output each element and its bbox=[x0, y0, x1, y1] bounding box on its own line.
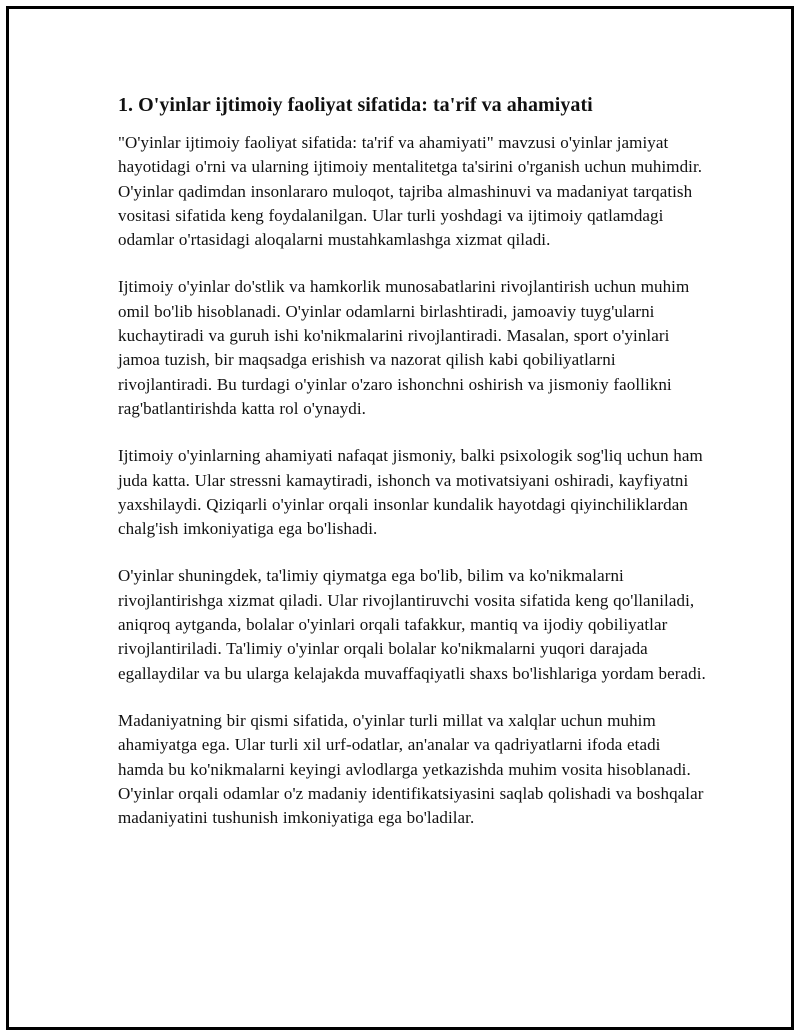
paragraph-social-games: Ijtimoiy o'yinlar do'stlik va hamkorlik munosabatlarini rivojlantirish uchun muhim omil bo'lib hisoblanadi. O'yinlar odamlarni birlashtiradi, jamoaviy tuyg'ularni kuchaytiradi va guruh ishi ko'nikmalarini rivojlantiradi. Masalan, sport o'yinlari jamoa tuzish, bir maqsadga erishish va nazorat qilish kabi qobiliyatlarni rivojlantiradi. Bu turdagi o'yinlar o'zaro ishonchni oshirish va jismoniy faollikni rag'batlantirishda katta rol o'ynaydi. bbox=[118, 277, 690, 418]
paragraph-cultural-value: Madaniyatning bir qismi sifatida, o'yinlar turli millat va xalqlar uchun muhim ahamiyatga ega. Ular turli xil urf-odatlar, an'analar va qadriyatlarni ifoda etadi hamda bu ko'nikmalarni keyingi avlodlarga yetkazishda muhim vosita hisoblanadi. O'yinlar orqali odamlar o'z madaniy identifikatsiyasini saqlab qolishadi va boshqalar madaniyatini tushunish imkoniyatiga ega bo'ladilar. bbox=[118, 710, 704, 828]
paragraph-educational-value: O'yinlar shuningdek, ta'limiy qiymatga ega bo'lib, bilim va ko'nikmalarni rivojlantirishga xizmat qiladi. Ular rivojlantiruvchi vosita sifatida keng qo'llaniladi, aniqroq aytganda, bolalar o'yinlari orqali tafakkur, mantiq va ijodiy qobiliyatlar rivojlantiriladi. Ta'limiy o'yinlar orqali bolalar ko'nikmalarni yuqori darajada egallaydilar va bu ularga kelajakda muvaffaqiyatli shaxs bo'lishlariga yordam beradi. bbox=[118, 566, 706, 683]
paragraph-intro: "O'yinlar ijtimoiy faoliyat sifatida: ta'rif va ahamiyati" mavzusi o'yinlar jamiyat hayotidagi o'rni va ularning ijtimoiy mentalitetga ta'sirini o'rganish uchun muhimdir. O'yinlar qadimdan insonlararo muloqot, tajriba almashinuvi va madaniyat tarqatish vositasi sifatida keng foydalanilgan. Ular turli yoshdagi va ijtimoiy qatlamdagi odamlar o'rtasidagi aloqalarni mustahkamlashga xizmat qiladi. bbox=[118, 133, 703, 250]
document-body bbox=[118, 93, 708, 853]
section-heading: 1. O'yinlar ijtimoiy faoliyat sifatida: ta'rif va ahamiyati bbox=[118, 94, 593, 116]
paragraph-psychological-health: Ijtimoiy o'yinlarning ahamiyati nafaqat jismoniy, balki psixologik sog'liq uchun ham juda katta. Ular stressni kamaytiradi, ishonch va motivatsiyani oshiradi, kayfiyatni yaxshilaydi. Qiziqarli o'yinlar orqali insonlar kundalik hayotdagi qiyinchiliklardan chalg'ish imkoniyatiga ega bo'lishadi. bbox=[118, 446, 703, 539]
